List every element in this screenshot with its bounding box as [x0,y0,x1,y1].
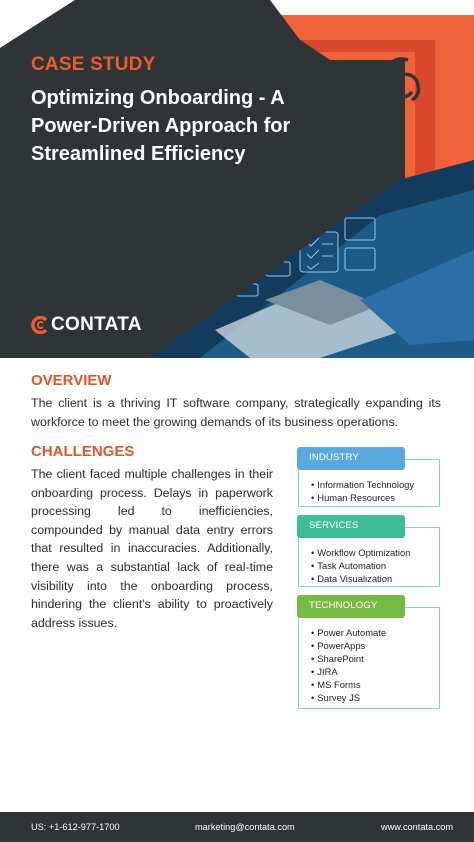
footer [0,812,474,842]
list-item: • PowerApps [311,639,439,652]
footer-website-link[interactable]: www.contata.com [381,822,453,832]
page-title: Optimizing Onboarding - A Power-Driven Approach for Streamlined Efficiency [31,87,291,165]
list-item: • SharePoint [311,652,439,665]
technology-card [298,607,440,709]
list-item: • Task Automation [311,559,439,572]
services-tag: SERVICES [297,515,405,538]
challenges-text: The client faced multiple challenges in their onboarding process. Delays in paperwork processing led to inefficiencies, compounded by manual data entry errors that resulted in inaccuracies. Additionally, there was a substantial lack of real-time visibility into the onboarding process, hindering the client's ability to proactively address issues. [31,467,273,630]
overview-text: The client is a thriving IT software company, strategically expanding its workforce to meet the growing demands of its business operations. [31,396,441,429]
industry-tag: INDUSTRY [297,447,405,470]
logo-text: CONTATA [51,314,142,335]
footer-email-link[interactable]: marketing@contata.com [195,822,295,832]
list-item: • Survey JS [311,691,439,704]
list-item: • Human Resources [311,491,439,504]
challenges-heading: CHALLENGES [31,443,135,460]
list-item: • Workflow Optimization [311,546,439,559]
list-item: • Data Visualization [311,572,439,585]
footer-phone[interactable]: US: +1-612-977-1700 [31,822,120,832]
contata-logo [31,314,142,336]
hero-banner [0,0,474,358]
list-item: • Power Automate [311,626,439,639]
contata-c-logo-icon [31,316,49,334]
list-item: • JIRA [311,665,439,678]
technology-tag: TECHNOLOGY [297,595,405,618]
technology-list [299,608,439,705]
case-study-label: CASE STUDY [31,54,156,75]
list-item: • MS Forms [311,678,439,691]
overview-heading: OVERVIEW [31,372,112,389]
list-item: • Information Technology [311,478,439,491]
